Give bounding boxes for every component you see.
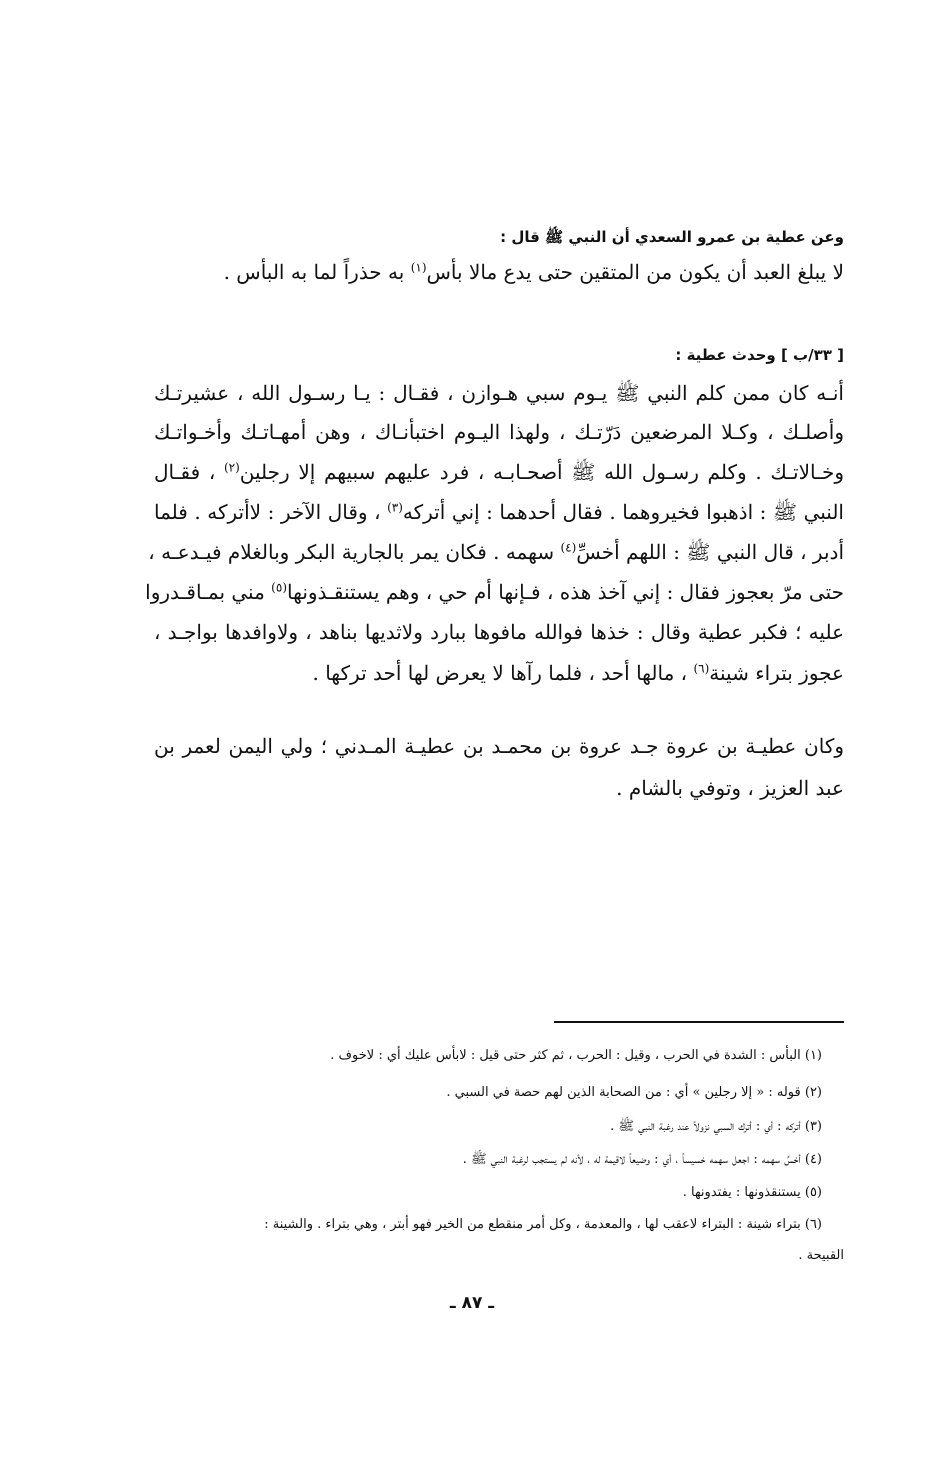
narration-line: وخـالاتـك . وكلم رسـول الله ﷺ أصحـابـه ، فرد عليهم سبيهم إلا رجلين$^{(٢)}$ ، فقـال: [154, 460, 844, 484]
biography-line: وكان عطيـة بن عروة جـد عروة بن محمـد بن عطيـة المـدني ؛ ولي اليمن لعمر بن: [154, 734, 844, 758]
hadith-heading-2: [ ٣٣/ب ] وحدث عطية :: [675, 346, 844, 364]
narration-line: حتى مرّ بعجوز فقال : إني آخذ هذه ، فـإنها أم حي ، وهم يستنقـذونها$^{(٥)}$ مني بمـاقـدروا: [145, 580, 844, 604]
narration-line: عجوز بتراء شينة$^{(٦)}$ ، مالها أحد ، فلما رآها لا يعرض لها أحد تركها .: [312, 661, 844, 685]
footnote-marker-3: (٣): [387, 500, 403, 515]
footnote: (٣) أتركه : أي : أترك السبي نزولاً عند رغبة النبي ﷺ .: [610, 1119, 822, 1134]
narration-line: أدبر ، قال النبي ﷺ : اللهم أخسِّ$^{(٤)}$ سهمه . فكان يمر بالجارية البكر وبالغلام فيـدعـه ،: [148, 540, 844, 564]
footnote-marker-2: (٢): [223, 460, 240, 475]
footnote-marker-1: (١): [410, 260, 427, 275]
footnote: (١) البأس : الشدة في الحرب ، وقيل : الحرب ، ثم كثر حتى قيل : لابأس عليك أي : لاخوف .: [330, 1048, 822, 1063]
biography-line: عبد العزيز ، وتوفي بالشام .: [616, 776, 844, 800]
narration-line: أنـه كان ممن كلم النبي ﷺ يـوم سبي هـوازن ، فقـال : يـا رسـول الله ، عشيرتـك: [154, 381, 844, 405]
hadith-text-1: لا يبلغ العبد أن يكون من المتقين حتى يدع مالا بأس$^{(١)}$ به حذراً لما به البأس .: [223, 260, 844, 284]
hadith-heading-1: وعن عطية بن عمرو السعدي أن النبي ﷺ قال :: [500, 228, 844, 246]
footnote-marker-6: (٦): [693, 661, 710, 676]
page-number: ـ ٨٧ ـ: [449, 1293, 495, 1313]
footnote-marker-5: (٥): [271, 580, 287, 595]
footnote: (٢) قوله : « إلا رجلين » أي : من الصحابة الذين لهم حصة في السبي .: [446, 1085, 822, 1100]
footnote-marker-4: (٤): [560, 540, 577, 555]
narration-line: عليه ؛ فكبر عطية وقال : خذها فوالله مافوها ببارد ولاثديها بناهد ، ولاوافدها بواجـد ،: [154, 620, 844, 644]
footnote-separator: [554, 1021, 844, 1023]
footnote: (٦) بتراء شينة : البتراء لاعقب لها ، والمعدمة ، وكل أمر منقطع من الخير فهو أبتر ، وهي بتراء . والشينة :: [264, 1217, 822, 1232]
narration-line: النبي ﷺ : اذهبوا فخيروهما . فقال أحدهما : إني أتركه$^{(٣)}$ ، وقال الآخر : لاأتركه . فلما: [154, 500, 844, 524]
narration-line: وأصلـك ، وكـلا المرضعين دَرّتـك ، ولهذا اليـوم اختبأنـاك ، وهن أمهـاتـك وأخـواتـك: [154, 420, 844, 444]
footnote: (٥) يستنقذونها : يفتدونها .: [682, 1185, 822, 1200]
footnote-continuation: القبيحة .: [798, 1248, 844, 1263]
footnote: (٤) أخسِّ سهمه : اجعل سهمه خسيساً ، أي : وضيعاً لاقيمة له ، لأنه لم يستجب لرغبة النبي ﷺ .: [462, 1152, 822, 1167]
